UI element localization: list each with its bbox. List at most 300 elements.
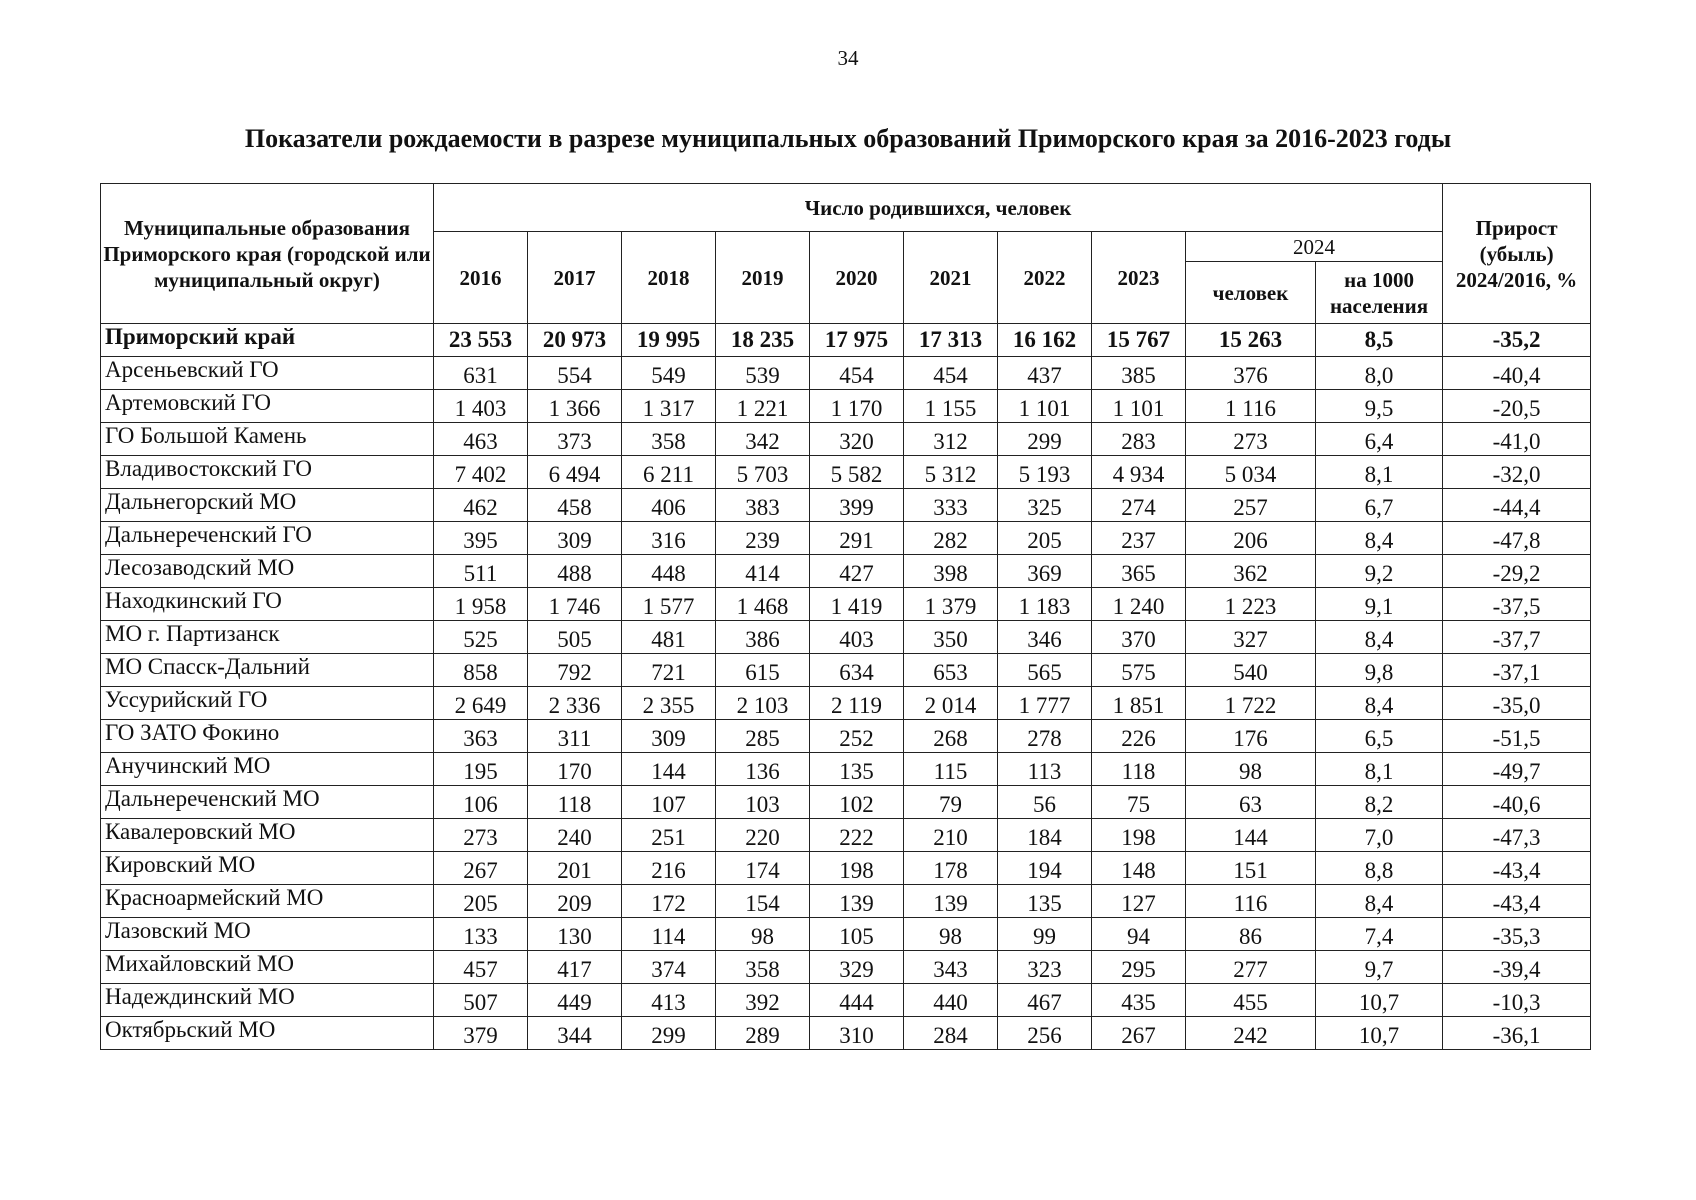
value-cell: 195 — [434, 753, 528, 786]
value-cell: 99 — [998, 918, 1092, 951]
municipality-cell: Анучинский МО — [101, 753, 434, 786]
value-cell: 320 — [810, 423, 904, 456]
value-cell: -35,3 — [1443, 918, 1591, 951]
value-cell: 226 — [1092, 720, 1186, 753]
value-cell: 462 — [434, 489, 528, 522]
value-cell: 1 379 — [904, 588, 998, 621]
value-cell: 222 — [810, 819, 904, 852]
value-cell: -37,1 — [1443, 654, 1591, 687]
value-cell: 8,4 — [1316, 621, 1443, 654]
value-cell: 8,2 — [1316, 786, 1443, 819]
municipality-cell: Уссурийский ГО — [101, 687, 434, 720]
municipality-cell: Лесозаводский МО — [101, 555, 434, 588]
value-cell: -29,2 — [1443, 555, 1591, 588]
table-row — [101, 753, 1591, 786]
value-cell: 273 — [1186, 423, 1316, 456]
value-cell: 10,7 — [1316, 1017, 1443, 1050]
value-cell: 333 — [904, 489, 998, 522]
value-cell: 103 — [716, 786, 810, 819]
value-cell: 216 — [622, 852, 716, 885]
value-cell: 373 — [528, 423, 622, 456]
value-cell: 505 — [528, 621, 622, 654]
value-cell: 295 — [1092, 951, 1186, 984]
value-cell: 1 777 — [998, 687, 1092, 720]
value-cell: 178 — [904, 852, 998, 885]
municipality-cell: Артемовский ГО — [101, 390, 434, 423]
value-cell: 170 — [528, 753, 622, 786]
value-cell: 327 — [1186, 621, 1316, 654]
value-cell: 463 — [434, 423, 528, 456]
value-cell: 362 — [1186, 555, 1316, 588]
value-cell: 7,0 — [1316, 819, 1443, 852]
table-body — [101, 324, 1591, 1050]
table-row — [101, 588, 1591, 621]
value-cell: 9,5 — [1316, 390, 1443, 423]
value-cell: 8,4 — [1316, 522, 1443, 555]
value-cell: -39,4 — [1443, 951, 1591, 984]
header-year: 2021 — [904, 232, 998, 324]
municipality-cell: Дальнереченский ГО — [101, 522, 434, 555]
value-cell: 220 — [716, 819, 810, 852]
value-cell: 237 — [1092, 522, 1186, 555]
value-cell: 9,2 — [1316, 555, 1443, 588]
table-row — [101, 1017, 1591, 1050]
value-cell: 206 — [1186, 522, 1316, 555]
value-cell: 102 — [810, 786, 904, 819]
municipality-cell: МО Спасск-Дальний — [101, 654, 434, 687]
value-cell: 118 — [528, 786, 622, 819]
municipality-cell: Лазовский МО — [101, 918, 434, 951]
value-cell: 634 — [810, 654, 904, 687]
value-cell: 105 — [810, 918, 904, 951]
value-cell: 79 — [904, 786, 998, 819]
value-cell: 5 034 — [1186, 456, 1316, 489]
value-cell: 273 — [434, 819, 528, 852]
value-cell: 344 — [528, 1017, 622, 1050]
value-cell: 1 958 — [434, 588, 528, 621]
value-cell: 395 — [434, 522, 528, 555]
value-cell: -36,1 — [1443, 1017, 1591, 1050]
value-cell: 1 403 — [434, 390, 528, 423]
value-cell: 467 — [998, 984, 1092, 1017]
municipality-cell: Приморский край — [101, 324, 434, 357]
value-cell: -43,4 — [1443, 885, 1591, 918]
value-cell: 8,8 — [1316, 852, 1443, 885]
value-cell: 1 155 — [904, 390, 998, 423]
value-cell: 115 — [904, 753, 998, 786]
value-cell: -40,6 — [1443, 786, 1591, 819]
header-year-2024: 2024 — [1186, 232, 1443, 262]
value-cell: 63 — [1186, 786, 1316, 819]
value-cell: 323 — [998, 951, 1092, 984]
value-cell: 127 — [1092, 885, 1186, 918]
value-cell: 454 — [904, 357, 998, 390]
value-cell: 358 — [622, 423, 716, 456]
municipality-cell: Октябрьский МО — [101, 1017, 434, 1050]
value-cell: 289 — [716, 1017, 810, 1050]
value-cell: 413 — [622, 984, 716, 1017]
value-cell: 209 — [528, 885, 622, 918]
value-cell: 23 553 — [434, 324, 528, 357]
value-cell: 252 — [810, 720, 904, 753]
value-cell: 311 — [528, 720, 622, 753]
births-table — [100, 183, 1591, 1050]
value-cell: 118 — [1092, 753, 1186, 786]
value-cell: 299 — [622, 1017, 716, 1050]
value-cell: -40,4 — [1443, 357, 1591, 390]
value-cell: -35,2 — [1443, 324, 1591, 357]
municipality-cell: Арсеньевский ГО — [101, 357, 434, 390]
value-cell: 198 — [810, 852, 904, 885]
value-cell: 205 — [434, 885, 528, 918]
value-cell: 268 — [904, 720, 998, 753]
value-cell: -32,0 — [1443, 456, 1591, 489]
value-cell: 383 — [716, 489, 810, 522]
value-cell: -37,7 — [1443, 621, 1591, 654]
value-cell: 365 — [1092, 555, 1186, 588]
header-year: 2022 — [998, 232, 1092, 324]
value-cell: 8,1 — [1316, 456, 1443, 489]
value-cell: 256 — [998, 1017, 1092, 1050]
municipality-cell: МО г. Партизанск — [101, 621, 434, 654]
value-cell: 16 162 — [998, 324, 1092, 357]
table-row — [101, 357, 1591, 390]
value-cell: -41,0 — [1443, 423, 1591, 456]
value-cell: 174 — [716, 852, 810, 885]
value-cell: 565 — [998, 654, 1092, 687]
value-cell: 198 — [1092, 819, 1186, 852]
value-cell: 454 — [810, 357, 904, 390]
value-cell: 346 — [998, 621, 1092, 654]
municipality-cell: Кавалеровский МО — [101, 819, 434, 852]
value-cell: 201 — [528, 852, 622, 885]
value-cell: 251 — [622, 819, 716, 852]
value-cell: -20,5 — [1443, 390, 1591, 423]
value-cell: 392 — [716, 984, 810, 1017]
value-cell: 386 — [716, 621, 810, 654]
value-cell: 139 — [904, 885, 998, 918]
value-cell: 7,4 — [1316, 918, 1443, 951]
value-cell: 94 — [1092, 918, 1186, 951]
value-cell: 575 — [1092, 654, 1186, 687]
value-cell: 312 — [904, 423, 998, 456]
value-cell: 7 402 — [434, 456, 528, 489]
header-year: 2018 — [622, 232, 716, 324]
value-cell: 1 221 — [716, 390, 810, 423]
value-cell: 458 — [528, 489, 622, 522]
value-cell: 525 — [434, 621, 528, 654]
value-cell: 139 — [810, 885, 904, 918]
value-cell: 5 312 — [904, 456, 998, 489]
table-row — [101, 621, 1591, 654]
header-municipality: Муниципальные образования Приморского края (городской или муниципальный округ) — [101, 184, 434, 324]
value-cell: 98 — [1186, 753, 1316, 786]
value-cell: 194 — [998, 852, 1092, 885]
value-cell: 98 — [716, 918, 810, 951]
value-cell: 507 — [434, 984, 528, 1017]
value-cell: 414 — [716, 555, 810, 588]
value-cell: 4 934 — [1092, 456, 1186, 489]
value-cell: 291 — [810, 522, 904, 555]
value-cell: 148 — [1092, 852, 1186, 885]
value-cell: 9,7 — [1316, 951, 1443, 984]
value-cell: 316 — [622, 522, 716, 555]
value-cell: 858 — [434, 654, 528, 687]
document-title: Показатели рождаемости в разрезе муниципальных образований Приморского края за 2016-2023 годы — [244, 124, 1452, 153]
header-year: 2016 — [434, 232, 528, 324]
value-cell: 549 — [622, 357, 716, 390]
value-cell: -43,4 — [1443, 852, 1591, 885]
value-cell: 176 — [1186, 720, 1316, 753]
value-cell: 1 366 — [528, 390, 622, 423]
value-cell: 135 — [810, 753, 904, 786]
value-cell: 75 — [1092, 786, 1186, 819]
value-cell: 342 — [716, 423, 810, 456]
value-cell: 358 — [716, 951, 810, 984]
value-cell: 8,5 — [1316, 324, 1443, 357]
value-cell: 370 — [1092, 621, 1186, 654]
value-cell: 136 — [716, 753, 810, 786]
value-cell: 427 — [810, 555, 904, 588]
value-cell: 86 — [1186, 918, 1316, 951]
table-row — [101, 720, 1591, 753]
value-cell: 17 975 — [810, 324, 904, 357]
table-row — [101, 885, 1591, 918]
value-cell: 6,5 — [1316, 720, 1443, 753]
value-cell: 721 — [622, 654, 716, 687]
municipality-cell: Кировский МО — [101, 852, 434, 885]
value-cell: -47,3 — [1443, 819, 1591, 852]
value-cell: 19 995 — [622, 324, 716, 357]
value-cell: 437 — [998, 357, 1092, 390]
value-cell: 282 — [904, 522, 998, 555]
value-cell: 18 235 — [716, 324, 810, 357]
value-cell: 257 — [1186, 489, 1316, 522]
value-cell: 240 — [528, 819, 622, 852]
value-cell: 98 — [904, 918, 998, 951]
value-cell: 133 — [434, 918, 528, 951]
table-row — [101, 654, 1591, 687]
page-number: 34 — [837, 46, 859, 70]
header-year: 2019 — [716, 232, 810, 324]
municipality-cell: Дальнереченский МО — [101, 786, 434, 819]
value-cell: 1 240 — [1092, 588, 1186, 621]
value-cell: 481 — [622, 621, 716, 654]
value-cell: 267 — [1092, 1017, 1186, 1050]
value-cell: 184 — [998, 819, 1092, 852]
value-cell: 56 — [998, 786, 1092, 819]
value-cell: 205 — [998, 522, 1092, 555]
value-cell: 398 — [904, 555, 998, 588]
value-cell: 448 — [622, 555, 716, 588]
value-cell: 440 — [904, 984, 998, 1017]
value-cell: 130 — [528, 918, 622, 951]
value-cell: -37,5 — [1443, 588, 1591, 621]
value-cell: 114 — [622, 918, 716, 951]
value-cell: 1 746 — [528, 588, 622, 621]
table-row — [101, 687, 1591, 720]
value-cell: 2 355 — [622, 687, 716, 720]
value-cell: 144 — [1186, 819, 1316, 852]
total-row — [101, 324, 1591, 357]
value-cell: -47,8 — [1443, 522, 1591, 555]
value-cell: 6,4 — [1316, 423, 1443, 456]
value-cell: 6 211 — [622, 456, 716, 489]
value-cell: 374 — [622, 951, 716, 984]
value-cell: 9,8 — [1316, 654, 1443, 687]
value-cell: 455 — [1186, 984, 1316, 1017]
municipality-cell: ГО Большой Камень — [101, 423, 434, 456]
value-cell: 116 — [1186, 885, 1316, 918]
value-cell: 15 767 — [1092, 324, 1186, 357]
value-cell: 267 — [434, 852, 528, 885]
table-row — [101, 984, 1591, 1017]
value-cell: 310 — [810, 1017, 904, 1050]
value-cell: 309 — [528, 522, 622, 555]
value-cell: 2 014 — [904, 687, 998, 720]
value-cell: 1 851 — [1092, 687, 1186, 720]
municipality-cell: Красноармейский МО — [101, 885, 434, 918]
value-cell: 1 101 — [998, 390, 1092, 423]
value-cell: 1 468 — [716, 588, 810, 621]
value-cell: 403 — [810, 621, 904, 654]
value-cell: 417 — [528, 951, 622, 984]
value-cell: 284 — [904, 1017, 998, 1050]
value-cell: 9,1 — [1316, 588, 1443, 621]
value-cell: 154 — [716, 885, 810, 918]
value-cell: 1 170 — [810, 390, 904, 423]
value-cell: 6,7 — [1316, 489, 1443, 522]
value-cell: 2 336 — [528, 687, 622, 720]
value-cell: 278 — [998, 720, 1092, 753]
header-year: 2023 — [1092, 232, 1186, 324]
table-row — [101, 522, 1591, 555]
value-cell: 2 649 — [434, 687, 528, 720]
value-cell: 135 — [998, 885, 1092, 918]
value-cell: 343 — [904, 951, 998, 984]
value-cell: 449 — [528, 984, 622, 1017]
value-cell: 631 — [434, 357, 528, 390]
value-cell: 1 317 — [622, 390, 716, 423]
value-cell: 653 — [904, 654, 998, 687]
table-row — [101, 456, 1591, 489]
value-cell: 2 119 — [810, 687, 904, 720]
value-cell: 792 — [528, 654, 622, 687]
value-cell: 8,4 — [1316, 687, 1443, 720]
value-cell: 8,1 — [1316, 753, 1443, 786]
value-cell: 17 313 — [904, 324, 998, 357]
value-cell: 8,4 — [1316, 885, 1443, 918]
value-cell: -51,5 — [1443, 720, 1591, 753]
value-cell: 107 — [622, 786, 716, 819]
value-cell: 406 — [622, 489, 716, 522]
header-persons: человек — [1186, 262, 1316, 324]
value-cell: 350 — [904, 621, 998, 654]
municipality-cell: Дальнегорский МО — [101, 489, 434, 522]
value-cell: 540 — [1186, 654, 1316, 687]
value-cell: 210 — [904, 819, 998, 852]
value-cell: 379 — [434, 1017, 528, 1050]
value-cell: 285 — [716, 720, 810, 753]
value-cell: 1 223 — [1186, 588, 1316, 621]
value-cell: 5 703 — [716, 456, 810, 489]
municipality-cell: ГО ЗАТО Фокино — [101, 720, 434, 753]
table-row — [101, 918, 1591, 951]
value-cell: 511 — [434, 555, 528, 588]
value-cell: 5 193 — [998, 456, 1092, 489]
table-row — [101, 423, 1591, 456]
value-cell: 435 — [1092, 984, 1186, 1017]
value-cell: 242 — [1186, 1017, 1316, 1050]
value-cell: 1 116 — [1186, 390, 1316, 423]
value-cell: 274 — [1092, 489, 1186, 522]
value-cell: 1 183 — [998, 588, 1092, 621]
header-per-1000: на 1000 населения — [1316, 262, 1443, 324]
table-row — [101, 852, 1591, 885]
value-cell: 15 263 — [1186, 324, 1316, 357]
value-cell: 113 — [998, 753, 1092, 786]
value-cell: 239 — [716, 522, 810, 555]
value-cell: 399 — [810, 489, 904, 522]
value-cell: 1 419 — [810, 588, 904, 621]
value-cell: -35,0 — [1443, 687, 1591, 720]
value-cell: 172 — [622, 885, 716, 918]
value-cell: 1 722 — [1186, 687, 1316, 720]
value-cell: 615 — [716, 654, 810, 687]
value-cell: 144 — [622, 753, 716, 786]
value-cell: 20 973 — [528, 324, 622, 357]
value-cell: 369 — [998, 555, 1092, 588]
value-cell: 299 — [998, 423, 1092, 456]
municipality-cell: Владивостокский ГО — [101, 456, 434, 489]
table-row — [101, 390, 1591, 423]
value-cell: -10,3 — [1443, 984, 1591, 1017]
value-cell: 6 494 — [528, 456, 622, 489]
value-cell: 385 — [1092, 357, 1186, 390]
value-cell: -44,4 — [1443, 489, 1591, 522]
municipality-cell: Находкинский ГО — [101, 588, 434, 621]
value-cell: 277 — [1186, 951, 1316, 984]
value-cell: 2 103 — [716, 687, 810, 720]
value-cell: 309 — [622, 720, 716, 753]
value-cell: 457 — [434, 951, 528, 984]
value-cell: 151 — [1186, 852, 1316, 885]
value-cell: 488 — [528, 555, 622, 588]
municipality-cell: Михайловский МО — [101, 951, 434, 984]
header-year: 2017 — [528, 232, 622, 324]
table-row — [101, 786, 1591, 819]
value-cell: 1 577 — [622, 588, 716, 621]
value-cell: 5 582 — [810, 456, 904, 489]
value-cell: 539 — [716, 357, 810, 390]
value-cell: 554 — [528, 357, 622, 390]
value-cell: 1 101 — [1092, 390, 1186, 423]
value-cell: 444 — [810, 984, 904, 1017]
table-row — [101, 819, 1591, 852]
table-row — [101, 951, 1591, 984]
header-births-group: Число родившихся, человек — [434, 184, 1443, 232]
value-cell: 376 — [1186, 357, 1316, 390]
value-cell: 329 — [810, 951, 904, 984]
value-cell: -49,7 — [1443, 753, 1591, 786]
value-cell: 106 — [434, 786, 528, 819]
value-cell: 363 — [434, 720, 528, 753]
municipality-cell: Надеждинский МО — [101, 984, 434, 1017]
value-cell: 283 — [1092, 423, 1186, 456]
value-cell: 8,0 — [1316, 357, 1443, 390]
table-row — [101, 489, 1591, 522]
table-row — [101, 555, 1591, 588]
